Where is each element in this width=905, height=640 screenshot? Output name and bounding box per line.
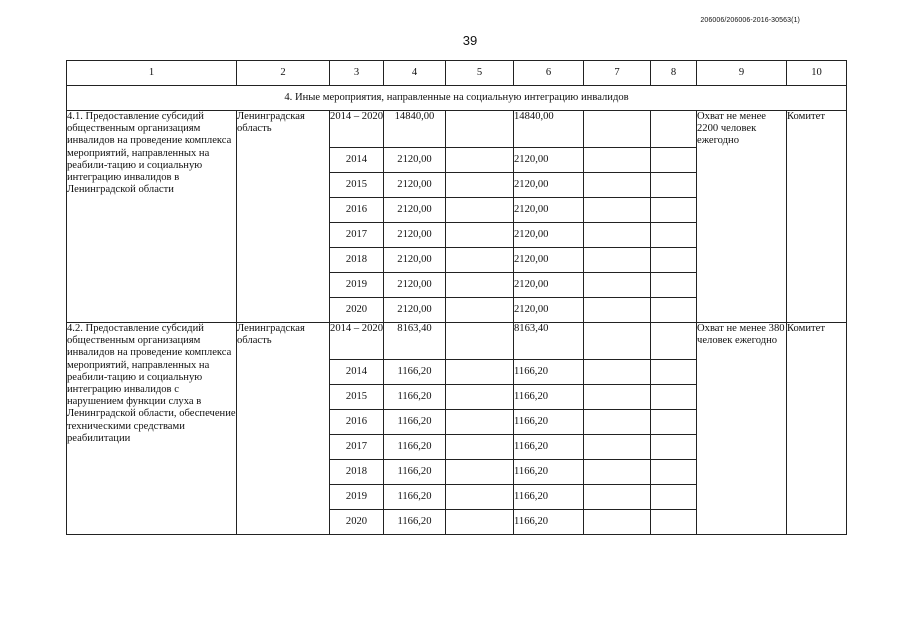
empty-cell bbox=[584, 360, 651, 385]
empty-cell bbox=[651, 323, 697, 360]
empty-cell bbox=[651, 410, 697, 435]
column-header: 9 bbox=[697, 61, 787, 86]
empty-cell bbox=[651, 111, 697, 148]
activity-description: 4.1. Предоставление субсидий общественным организациям инвалидов на проведение комплекса мероприятий, направленных на реабили-тацию и социальную интеграцию инвалидов в Ленинградской области bbox=[67, 111, 237, 323]
year-cell: 2017 bbox=[330, 223, 384, 248]
total-amount-cell: 1166,20 bbox=[384, 460, 446, 485]
empty-cell bbox=[446, 360, 514, 385]
empty-cell bbox=[651, 485, 697, 510]
regional-budget-cell: 8163,40 bbox=[514, 323, 584, 360]
total-amount-cell: 2120,00 bbox=[384, 173, 446, 198]
empty-cell bbox=[446, 510, 514, 535]
column-header: 6 bbox=[514, 61, 584, 86]
empty-cell bbox=[446, 485, 514, 510]
year-cell: 2017 bbox=[330, 435, 384, 460]
column-header: 5 bbox=[446, 61, 514, 86]
regional-budget-cell: 1166,20 bbox=[514, 510, 584, 535]
empty-cell bbox=[584, 485, 651, 510]
total-amount-cell: 2120,00 bbox=[384, 298, 446, 323]
empty-cell bbox=[584, 248, 651, 273]
empty-cell bbox=[651, 173, 697, 198]
regional-budget-cell: 2120,00 bbox=[514, 148, 584, 173]
program-table bbox=[66, 60, 847, 535]
year-cell: 2016 bbox=[330, 198, 384, 223]
year-cell: 2014 – 2020 bbox=[330, 111, 384, 148]
regional-budget-cell: 2120,00 bbox=[514, 298, 584, 323]
empty-cell bbox=[651, 198, 697, 223]
empty-cell bbox=[446, 248, 514, 273]
region-cell: Ленинградская область bbox=[237, 111, 330, 323]
year-cell: 2020 bbox=[330, 510, 384, 535]
total-amount-cell: 1166,20 bbox=[384, 385, 446, 410]
column-header: 2 bbox=[237, 61, 330, 86]
empty-cell bbox=[584, 173, 651, 198]
column-header: 8 bbox=[651, 61, 697, 86]
empty-cell bbox=[446, 410, 514, 435]
empty-cell bbox=[584, 510, 651, 535]
executor-cell: Комитет bbox=[787, 323, 847, 535]
column-header-row bbox=[67, 61, 847, 86]
regional-budget-cell: 1166,20 bbox=[514, 385, 584, 410]
empty-cell bbox=[651, 248, 697, 273]
section-title: 4. Иные мероприятия, направленные на социальную интеграцию инвалидов bbox=[67, 86, 847, 111]
regional-budget-cell: 2120,00 bbox=[514, 248, 584, 273]
year-cell: 2018 bbox=[330, 460, 384, 485]
document-id: 206006/206006-2016-30563(1) bbox=[700, 17, 800, 24]
empty-cell bbox=[651, 298, 697, 323]
total-amount-cell: 14840,00 bbox=[384, 111, 446, 148]
total-amount-cell: 2120,00 bbox=[384, 148, 446, 173]
empty-cell bbox=[446, 223, 514, 248]
year-cell: 2014 bbox=[330, 360, 384, 385]
regional-budget-cell: 1166,20 bbox=[514, 460, 584, 485]
regional-budget-cell: 2120,00 bbox=[514, 273, 584, 298]
regional-budget-cell: 2120,00 bbox=[514, 173, 584, 198]
column-header: 4 bbox=[384, 61, 446, 86]
coverage-cell: Охват не менее 2200 человек ежегодно bbox=[697, 111, 787, 323]
year-cell: 2018 bbox=[330, 248, 384, 273]
table-body bbox=[67, 61, 847, 535]
empty-cell bbox=[446, 111, 514, 148]
empty-cell bbox=[446, 148, 514, 173]
empty-cell bbox=[651, 435, 697, 460]
empty-cell bbox=[446, 173, 514, 198]
regional-budget-cell: 2120,00 bbox=[514, 198, 584, 223]
total-amount-cell: 2120,00 bbox=[384, 198, 446, 223]
column-header: 3 bbox=[330, 61, 384, 86]
total-amount-cell: 1166,20 bbox=[384, 510, 446, 535]
empty-cell bbox=[651, 148, 697, 173]
empty-cell bbox=[584, 148, 651, 173]
year-cell: 2014 bbox=[330, 148, 384, 173]
regional-budget-cell: 1166,20 bbox=[514, 360, 584, 385]
empty-cell bbox=[651, 273, 697, 298]
empty-cell bbox=[584, 298, 651, 323]
total-amount-cell: 2120,00 bbox=[384, 223, 446, 248]
empty-cell bbox=[584, 223, 651, 248]
regional-budget-cell: 14840,00 bbox=[514, 111, 584, 148]
year-cell: 2020 bbox=[330, 298, 384, 323]
activity-description: 4.2. Предоставление субсидий общественным организациям инвалидов на проведение комплекса мероприятий, направленных на реабили-тацию и социальную интеграцию инвалидов с нарушением функции слуха в Ленинградской области, обеспечение техническими средствами реабилитации bbox=[67, 323, 237, 535]
empty-cell bbox=[584, 111, 651, 148]
empty-cell bbox=[446, 323, 514, 360]
year-cell: 2015 bbox=[330, 173, 384, 198]
executor-cell: Комитет bbox=[787, 111, 847, 323]
empty-cell bbox=[446, 273, 514, 298]
empty-cell bbox=[651, 360, 697, 385]
year-cell: 2019 bbox=[330, 485, 384, 510]
empty-cell bbox=[651, 510, 697, 535]
empty-cell bbox=[446, 385, 514, 410]
empty-cell bbox=[584, 385, 651, 410]
table-row bbox=[67, 111, 847, 148]
total-amount-cell: 1166,20 bbox=[384, 485, 446, 510]
empty-cell bbox=[584, 435, 651, 460]
empty-cell bbox=[651, 223, 697, 248]
empty-cell bbox=[651, 385, 697, 410]
year-cell: 2015 bbox=[330, 385, 384, 410]
total-amount-cell: 2120,00 bbox=[384, 248, 446, 273]
total-amount-cell: 1166,20 bbox=[384, 360, 446, 385]
regional-budget-cell: 1166,20 bbox=[514, 410, 584, 435]
column-header: 10 bbox=[787, 61, 847, 86]
empty-cell bbox=[584, 323, 651, 360]
empty-cell bbox=[584, 410, 651, 435]
empty-cell bbox=[584, 460, 651, 485]
table-row bbox=[67, 323, 847, 360]
column-header: 7 bbox=[584, 61, 651, 86]
empty-cell bbox=[446, 435, 514, 460]
regional-budget-cell: 1166,20 bbox=[514, 485, 584, 510]
year-cell: 2016 bbox=[330, 410, 384, 435]
regional-budget-cell: 1166,20 bbox=[514, 435, 584, 460]
total-amount-cell: 2120,00 bbox=[384, 273, 446, 298]
empty-cell bbox=[446, 460, 514, 485]
empty-cell bbox=[651, 460, 697, 485]
year-cell: 2014 – 2020 bbox=[330, 323, 384, 360]
page-number: 39 bbox=[462, 33, 478, 48]
empty-cell bbox=[446, 298, 514, 323]
empty-cell bbox=[584, 273, 651, 298]
section-row bbox=[67, 86, 847, 111]
region-cell: Ленинградская область bbox=[237, 323, 330, 535]
coverage-cell: Охват не менее 380 человек ежегодно bbox=[697, 323, 787, 535]
empty-cell bbox=[584, 198, 651, 223]
total-amount-cell: 1166,20 bbox=[384, 435, 446, 460]
regional-budget-cell: 2120,00 bbox=[514, 223, 584, 248]
year-cell: 2019 bbox=[330, 273, 384, 298]
empty-cell bbox=[446, 198, 514, 223]
total-amount-cell: 1166,20 bbox=[384, 410, 446, 435]
total-amount-cell: 8163,40 bbox=[384, 323, 446, 360]
column-header: 1 bbox=[67, 61, 237, 86]
